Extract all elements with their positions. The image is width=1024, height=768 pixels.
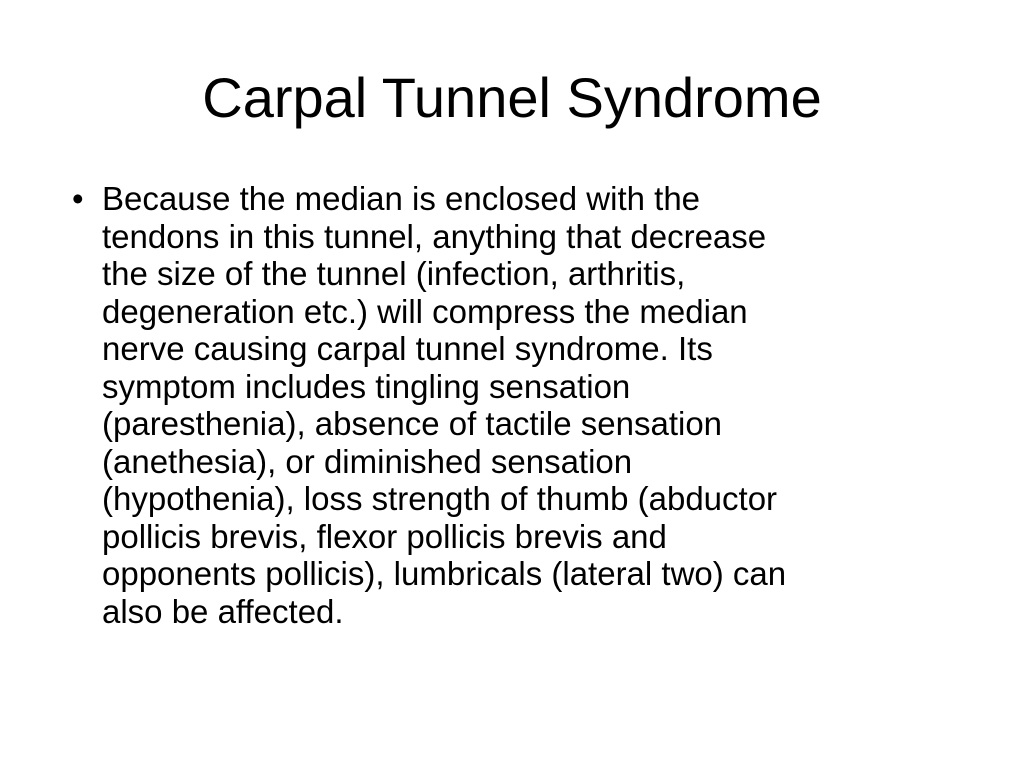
bullet-text-line: (anethesia), or diminished sensation xyxy=(102,442,633,480)
bullet-text-line: also be affected. xyxy=(102,592,344,630)
bullet-text-line: (hypothenia), loss strength of thumb (abductor xyxy=(102,480,778,517)
slide-title: Carpal Tunnel Syndrome xyxy=(202,66,822,129)
bullet-item xyxy=(72,180,952,630)
bullet-text-line: nerve causing carpal tunnel syndrome. Its xyxy=(102,330,713,367)
bullet-icon: • xyxy=(72,180,84,217)
bullet-text-line: opponents pollicis), lumbricals (lateral two) can xyxy=(102,555,787,592)
bullet-text-line: Because the median is enclosed with the xyxy=(102,180,701,217)
bullet-list xyxy=(72,180,952,630)
bullet-text-line: the size of the tunnel (infection, arthritis, xyxy=(102,255,686,292)
bullet-text-line: pollicis brevis, flexor pollicis brevis and xyxy=(102,517,667,555)
bullet-text-line: symptom includes tingling sensation xyxy=(102,367,631,405)
bullet-text-line: tendons in this tunnel, anything that decrease xyxy=(102,217,767,255)
bullet-text-line: (paresthenia), absence of tactile sensation xyxy=(102,405,723,442)
bullet-text-line: degeneration etc.) will compress the median xyxy=(102,292,748,330)
